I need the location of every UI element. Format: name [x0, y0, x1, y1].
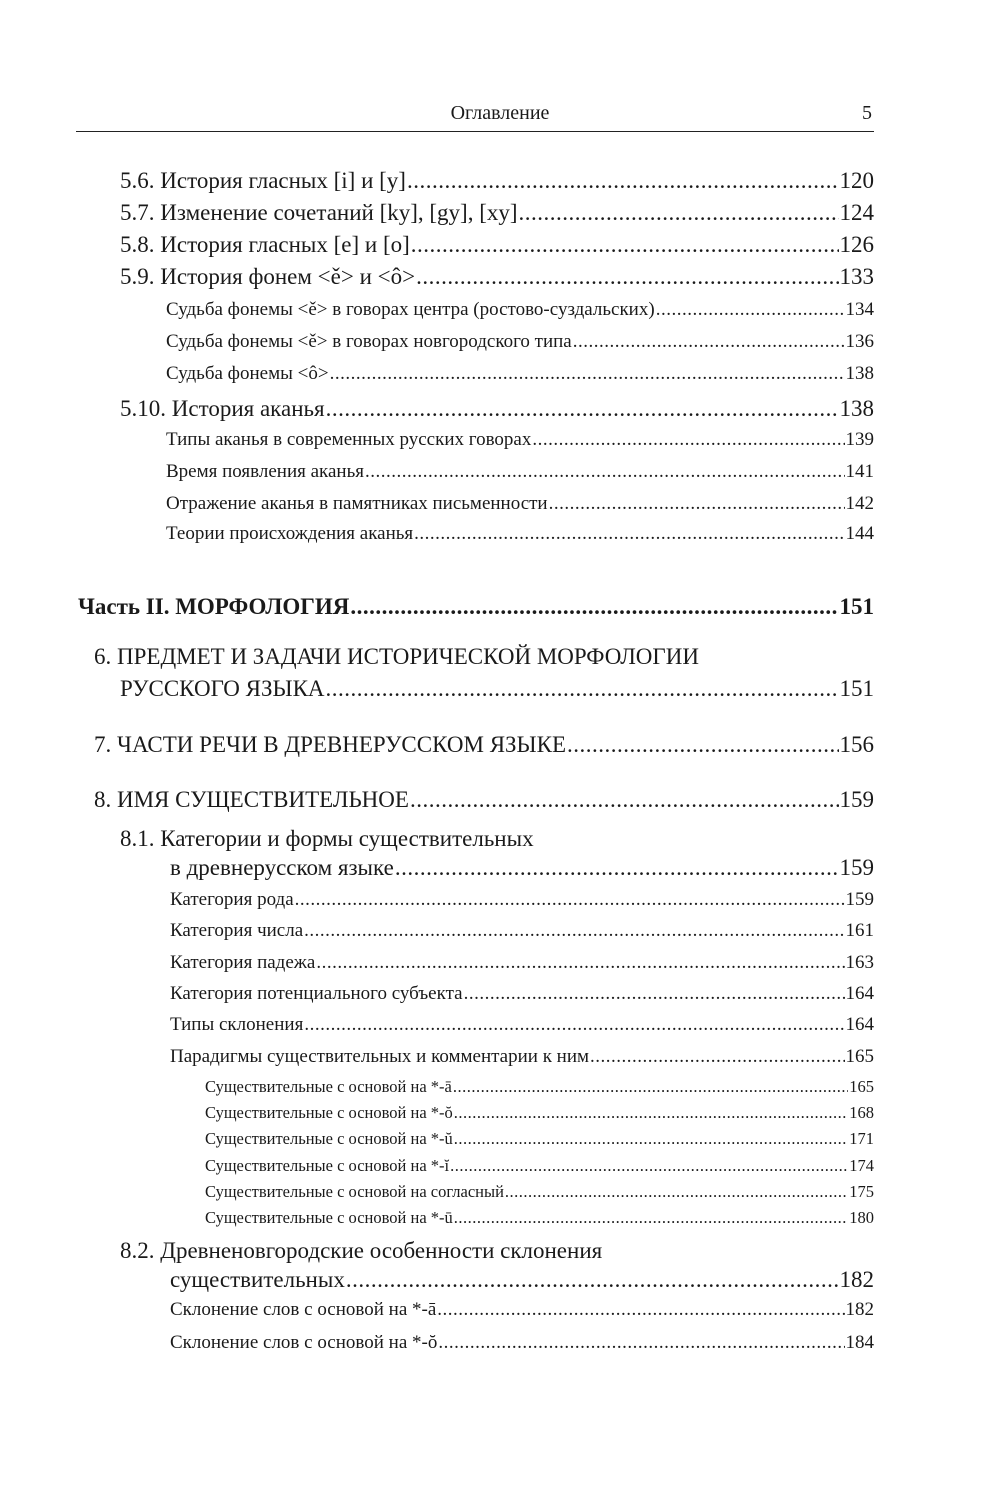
toc-entry-5-7[interactable] — [120, 200, 874, 225]
toc-entry-5-9-c[interactable] — [166, 364, 874, 385]
toc-entry-page: 159 — [839, 787, 874, 812]
toc-entry-page: 168 — [849, 1103, 874, 1122]
toc-entry-label: Теории происхождения аканья — [166, 523, 414, 544]
toc-entry-label: Существительные с основой на *-ŭ — [205, 1129, 453, 1148]
toc-entry-8-1-f3[interactable] — [205, 1130, 874, 1148]
toc-entry-page: 156 — [839, 732, 874, 757]
toc-entry-page: 175 — [849, 1182, 874, 1201]
toc-entry-label: 5.10. История аканья — [120, 396, 325, 421]
toc-entry-label: в древнерусском языке — [170, 855, 394, 880]
toc-entry-page: 165 — [849, 1077, 874, 1096]
toc-entry-page: 164 — [845, 983, 874, 1004]
toc-entry-page: 136 — [845, 331, 874, 352]
toc-entry-page: 120 — [839, 168, 874, 193]
toc-entry-5-6[interactable] — [120, 168, 874, 193]
toc-entry-page: 159 — [839, 855, 874, 880]
toc-entry-8-2-b[interactable] — [170, 1333, 874, 1354]
toc-entry-5-10[interactable] — [120, 396, 874, 421]
toc-entry-label: Категория числа — [170, 920, 304, 941]
toc-entry-part-2[interactable] — [78, 594, 874, 619]
toc-entry-page: 174 — [849, 1156, 874, 1175]
toc-entry-page: 164 — [845, 1014, 874, 1035]
toc-entry-8-1-f1[interactable] — [205, 1078, 874, 1096]
toc-entry-label: Типы аканья в современных русских говорах — [166, 429, 532, 450]
toc-entry-8-2-a[interactable] — [170, 1300, 874, 1321]
toc-entry-label: Существительные с основой на *-ū — [205, 1208, 453, 1227]
toc-entry-label: существительных — [170, 1267, 345, 1292]
toc-entry-page: 141 — [845, 461, 874, 482]
toc-entry-5-9-b[interactable] — [166, 332, 874, 353]
toc-entry-page: 126 — [839, 232, 874, 257]
toc-entry-5-8[interactable] — [120, 232, 874, 257]
toc-entry-8-1-f5[interactable] — [205, 1183, 874, 1201]
toc-entry-label: Существительные с основой на согласный — [205, 1182, 504, 1201]
toc-entry-8-2-line1[interactable]: 8.2. Древненовгородские особенности склонения — [120, 1238, 603, 1263]
toc-entry-label: Склонение слов с основой на *-ā — [170, 1299, 437, 1320]
toc-entry-label: 7. ЧАСТИ РЕЧИ В ДРЕВНЕРУССКОМ ЯЗЫКЕ — [94, 732, 567, 757]
toc-entry-5-9-a[interactable] — [166, 300, 874, 321]
toc-entry-7[interactable] — [94, 732, 874, 757]
toc-entry-label: Типы склонения — [170, 1014, 304, 1035]
toc-entry-6[interactable] — [120, 676, 874, 701]
toc-entry-page: 133 — [839, 264, 874, 289]
toc-entry-page: 138 — [845, 363, 874, 384]
running-title: Оглавление — [450, 102, 550, 124]
toc-entry-5-10-a[interactable] — [166, 430, 874, 451]
toc-entry-8[interactable] — [94, 787, 874, 812]
toc-entry-8-1[interactable] — [170, 855, 874, 880]
toc-entry-label: Часть II. МОРФОЛОГИЯ — [78, 594, 350, 619]
toc-entry-label: Существительные с основой на *-ĭ — [205, 1156, 450, 1175]
toc-entry-page: 180 — [849, 1208, 874, 1227]
toc-entry-label: Категория падежа — [170, 952, 316, 973]
toc-entry-8-1-d[interactable] — [170, 984, 874, 1005]
toc-entry-page: 151 — [839, 594, 874, 619]
toc-entry-label: Судьба фонемы <ě> в говорах новгородского типа — [166, 331, 572, 352]
toc-entry-label: Категория рода — [170, 889, 294, 910]
toc-entry-8-1-b[interactable] — [170, 921, 874, 942]
toc-entry-label: Категория потенциального субъекта — [170, 983, 463, 1004]
toc-entry-8-1-a[interactable] — [170, 890, 874, 911]
toc-entry-page: 161 — [845, 920, 874, 941]
toc-entry-label: 5.9. История фонем <ě> и <ô> — [120, 264, 416, 289]
toc-entry-8-1-e[interactable] — [170, 1015, 874, 1036]
toc-entry-page: 182 — [839, 1267, 874, 1292]
toc-entry-label: Существительные с основой на *-ŏ — [205, 1103, 453, 1122]
toc-entry-label: Парадигмы существительных и комментарии к ним — [170, 1046, 590, 1067]
toc-entry-page: 139 — [845, 429, 874, 450]
toc-entry-6-line1[interactable]: 6. ПРЕДМЕТ И ЗАДАЧИ ИСТОРИЧЕСКОЙ МОРФОЛОГИИ — [94, 644, 699, 669]
toc-entry-label: РУССКОГО ЯЗЫКА — [120, 676, 325, 701]
toc-entry-label: Судьба фонемы <ě> в говорах центра (ростово-суздальских) — [166, 299, 655, 320]
toc-entry-page: 138 — [839, 396, 874, 421]
toc-entry-page: 159 — [845, 889, 874, 910]
toc-entry-page: 165 — [845, 1046, 874, 1067]
toc-entry-page: 144 — [845, 523, 874, 544]
toc-entry-8-1-f6[interactable] — [205, 1209, 874, 1227]
toc-entry-page: 134 — [845, 299, 874, 320]
toc-entry-label: Время появления аканья — [166, 461, 365, 482]
toc-entry-8-1-line1[interactable]: 8.1. Категории и формы существительных — [120, 826, 534, 851]
toc-entry-label: Судьба фонемы <ô> — [166, 363, 329, 384]
toc-entry-8-1-c[interactable] — [170, 953, 874, 974]
toc-entry-page: 184 — [845, 1332, 874, 1353]
toc-entry-5-10-c[interactable] — [166, 494, 874, 515]
toc-entry-5-10-b[interactable] — [166, 462, 874, 483]
toc-entry-label: Отражение аканья в памятниках письменности — [166, 493, 548, 514]
toc-entry-page: 142 — [845, 493, 874, 514]
toc-entry-label: 5.6. История гласных [i] и [y] — [120, 168, 406, 193]
toc-entry-page: 151 — [839, 676, 874, 701]
toc-entry-page: 163 — [845, 952, 874, 973]
toc-entry-label: 8. ИМЯ СУЩЕСТВИТЕЛЬНОЕ — [94, 787, 409, 812]
toc-entry-5-9[interactable] — [120, 264, 874, 289]
toc-entry-label: 5.7. Изменение сочетаний [ky], [gy], [xy] — [120, 200, 518, 225]
toc-entry-8-1-f2[interactable] — [205, 1104, 874, 1122]
toc-entry-label: Склонение слов с основой на *-ŏ — [170, 1332, 438, 1353]
toc-entry-8-1-f4[interactable] — [205, 1157, 874, 1175]
toc-entry-label: 5.8. История гласных [e] и [o] — [120, 232, 410, 257]
toc-entry-label: Существительные с основой на *-ā — [205, 1077, 452, 1096]
toc-entry-8-1-f[interactable] — [170, 1047, 874, 1068]
toc-entry-page: 182 — [845, 1299, 874, 1320]
toc-entry-8-2[interactable] — [170, 1267, 874, 1292]
toc-entry-5-10-d[interactable] — [166, 524, 874, 545]
toc-entry-page: 171 — [849, 1129, 874, 1148]
toc-entry-page: 124 — [839, 200, 874, 225]
page-number: 5 — [862, 102, 872, 124]
